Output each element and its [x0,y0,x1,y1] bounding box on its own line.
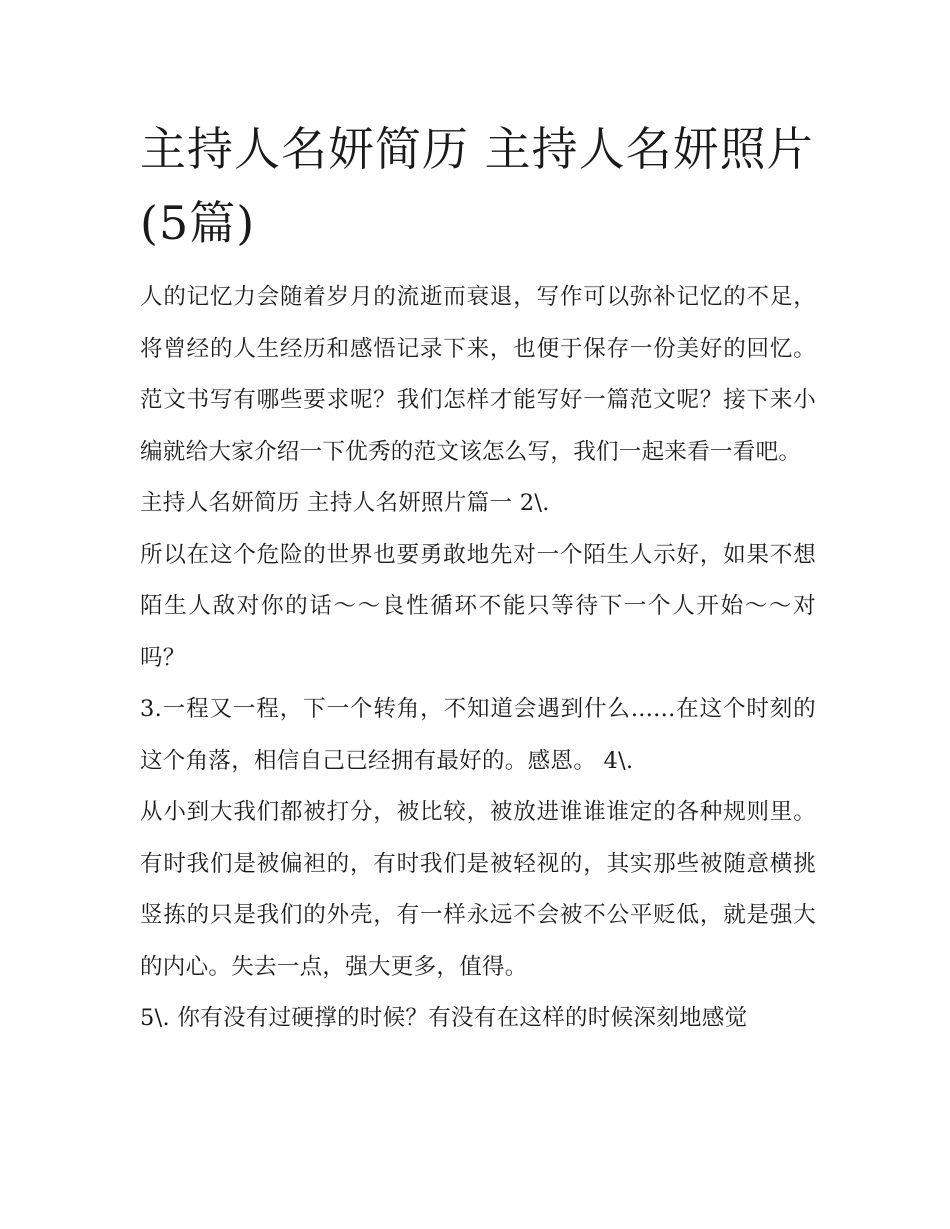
paragraph-4: 从小到大我们都被打分，被比较，被放进谁谁谁定的各种规则里。有时我们是被偏袒的，有时我们是被轻视的，其实那些被随意横挑竖拣的只是我们的外壳，有一样永远不会被不公平贬低，就是强大的内心。失去一点，强大更多，值得。 [140,799,816,980]
paragraph-5: 5\. 你有没有过硬撑的时候？有没有在这样的时候深刻地感觉 [140,1005,748,1031]
paragraph-3: 3.一程又一程，下一个转角，不知道会遇到什么......在这个时刻的这个角落，相信自己已经拥有最好的。感恩。 4\. [140,696,816,774]
paragraph-2: 所以在这个危险的世界也要勇敢地先对一个陌生人示好，如果不想陌生人敌对你的话～～良性循环不能只等待下一个人开始～～对吗？ [140,541,816,671]
section-heading: 主持人名妍简历 主持人名妍照片篇一 2\. [140,490,550,516]
document-body [140,112,816,1045]
intro-paragraph: 人的记忆力会随着岁月的流逝而衰退，写作可以弥补记忆的不足，将曾经的人生经历和感悟记录下来，也便于保存一份美好的回忆。范文书写有哪些要求呢？我们怎样才能写好一篇范文呢？接下来小编就给大家介绍一下优秀的范文该怎么写，我们一起来看一看吧。 [140,284,816,465]
document-title: 主持人名妍简历 主持人名妍照片(5篇) [140,122,814,250]
